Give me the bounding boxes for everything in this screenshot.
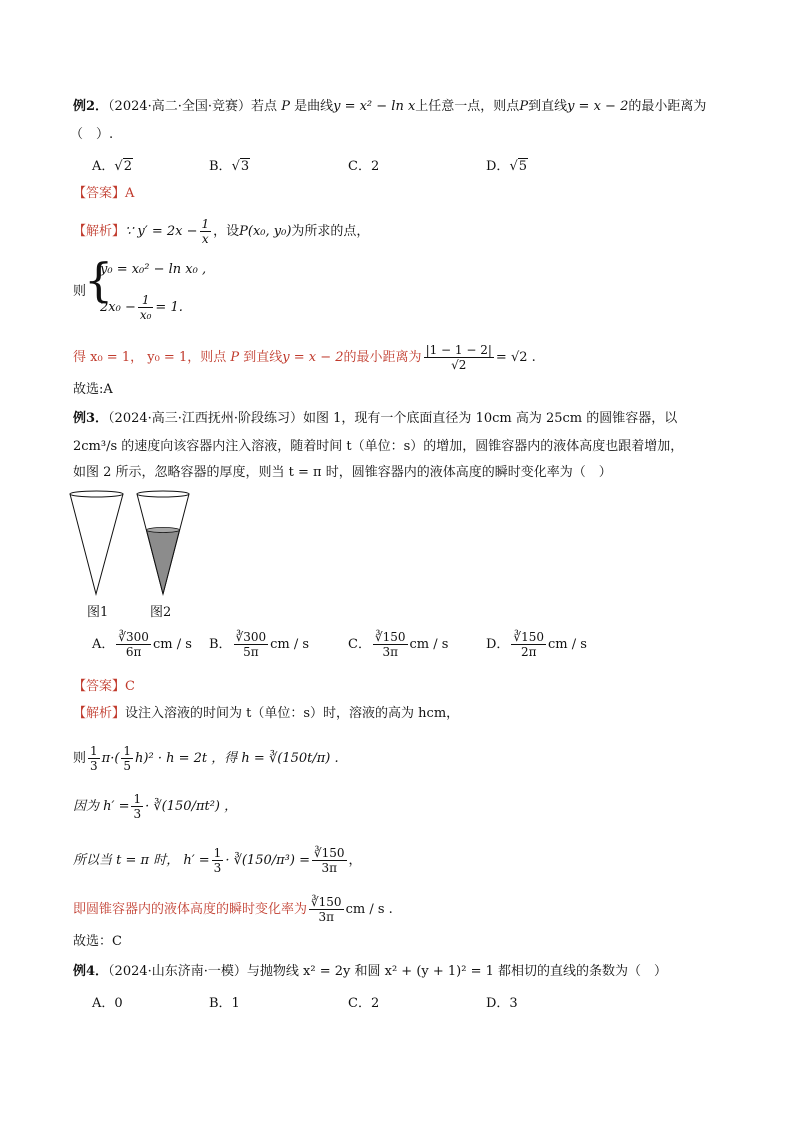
ex3-frac-1-3-den: 3 [90,759,98,773]
ex2-frac-den: x [201,232,209,246]
ex2-point-p: P [281,99,290,114]
cone-figures [65,490,195,600]
ex2-derivative: ∵ y′ = 2x − [125,224,198,239]
ex3-s3-frac [131,792,143,821]
ex2-head: 例2． [73,99,109,114]
ex2-res-den: √2 [451,358,467,372]
ex3-s2d: ∛(150t/π) . [268,751,339,766]
ex3-result-unit: cm / s . [345,902,393,917]
cone-2-liquid-surface [147,528,180,533]
ex3-option-d-num: ∛150 [513,630,544,644]
ex3-option-c-letter: C． [348,637,371,652]
ex3-option-d[interactable] [486,630,587,659]
ex2-res-p: P [230,350,240,365]
ex2-paren: （ ）. [70,127,114,142]
ex3-option-c-unit: cm / s [409,637,449,652]
ex2-point-p-coords: P(x₀, y₀) [239,224,292,239]
ex3-s4-result-num: ∛150 [313,846,345,860]
ex3-s4-result-den: 3π [321,861,338,875]
ex2-solution-label: 【解析】 [73,224,126,239]
ex3-solution-4: 所以当 t = π 时， h′ = $\frac{1}{3}$ · ∛(150/π³) = $\frac{∛150}{3\pi}$ ， [73,846,362,875]
ex3-option-c-frac [373,630,408,659]
ex3-s4: 所以当 t = π 时， h′ = [73,853,210,868]
ex3-option-d-den: 2π [520,645,537,659]
ex2-frac-num: 1 [201,217,210,231]
ex2-result [73,343,536,372]
ex2-sys-frac-den: x₀ [139,308,152,322]
ex3-result-den: 3π [318,910,335,924]
ex2-line: y = x − 2 [567,99,629,114]
ex3-frac-1-3 [88,744,100,773]
ex2-sys2b: = 1. [155,300,183,315]
ex2-q2: 是曲线 [294,99,334,114]
ex3-option-d-letter: D． [486,637,510,652]
ex3-result [73,895,393,924]
ex2-sol1c: 为所求的点， [291,224,370,239]
ex2-system-brace: { [84,253,114,307]
ex2-answer: 【答案】A [73,186,135,201]
ex2-sys2a: 2x₀ − [100,300,136,315]
ex3-s2c: h)² · h = 2t ，得 h = [135,751,265,766]
ex2-option-a[interactable]: A．√2 [92,159,132,174]
ex3-answer: 【答案】C [73,679,135,694]
ex2-q4: 到直线 [528,99,568,114]
ex3-option-b-num: ∛300 [235,630,267,644]
ex4-option-d[interactable]: D．3 [486,996,518,1011]
ex2-q1: 若点 [251,99,278,114]
cone-1 [70,494,123,594]
ex3-s4-frac [212,846,224,875]
ex2-res-c: y = x − 2 [282,350,344,365]
ex4-text: 与抛物线 x² = 2y 和圆 x² + (y + 1)² = 1 都相切的直线的条数为（ ） [246,964,668,979]
ex3-frac-1-5-den: 5 [123,759,132,773]
ex3-option-c[interactable] [348,630,448,659]
ex2-q3: 上任意一点，则点 [415,99,520,114]
ex4-option-a[interactable]: A．0 [92,996,123,1011]
ex2-option-a-letter: A． [92,159,115,174]
ex3-solution-1 [73,704,459,724]
ex3-source: （2024·高三·江西抚州·阶段练习） [108,411,304,426]
ex3-s3-frac-den: 3 [133,807,142,821]
ex2-res-frac [424,343,494,372]
ex2-curve: y = x² − ln x [333,99,416,114]
ex2-source: （2024·高二·全国·竞赛） [108,99,252,114]
ex2-option-b-value: 3 [240,159,250,174]
ex2-option-d-letter: D． [486,159,510,174]
ex3-pick [73,932,122,952]
ex3-result-num: ∛150 [311,895,342,909]
ex2-res-b: 到直线 [243,350,283,365]
ex3-option-b-den: 5π [243,645,259,659]
ex3-result-frac [309,895,344,924]
ex3-s4-frac-den: 3 [213,861,222,875]
ex3-s2b: π·( [101,751,120,766]
cone-2-liquid [147,530,180,594]
ex3-pick-text: 故选：C [73,934,122,949]
ex2-option-b[interactable]: B．√3 [209,159,250,174]
ex3-s5a: 即圆锥容器内的液体高度的瞬时变化率为 [73,902,308,917]
ex3-option-c-den: 3π [382,645,398,659]
ex4-question [73,962,667,982]
ex3-s4b: · ∛(150/π³) = [225,853,310,868]
ex2-option-b-letter: B． [209,159,232,174]
ex3-question-1 [73,409,677,429]
ex3-option-a-frac [116,630,151,659]
ex3-l1: 如图 1，现有一个底面直径为 10cm 高为 25cm 的圆锥容器，以 [303,411,678,426]
ex3-frac-1-5 [121,744,133,773]
cone-2-rim [137,491,189,497]
ex2-sol1b: ，设 [213,224,240,239]
ex2-question [73,97,706,117]
ex3-s3-frac-num: 1 [133,792,142,806]
ex4-source: （2024·山东济南·一模） [108,964,247,979]
ex3-option-a-den: 6π [125,645,142,659]
ex2-res-e: = √2 . [495,350,536,365]
ex3-head: 例3． [73,411,109,426]
ex2-point-p-2: P [519,99,529,114]
ex3-question-3: 如图 2 所示，忽略容器的厚度，则当 t = π 时，圆锥容器内的液体高度的瞬时变化率为（ ） [73,465,612,480]
ex3-s4-result [312,846,347,875]
ex3-option-c-num: ∛150 [374,630,406,644]
ex2-option-d-value: 5 [518,159,528,174]
ex3-frac-1-5-num: 1 [123,744,132,758]
ex2-system-eq1: y₀ = x₀² − ln x₀ , [100,262,207,277]
ex2-sys-frac-num: 1 [138,293,154,308]
ex3-option-d-frac [511,630,546,659]
ex3-question-2: 2cm³/s 的速度向该容器内注入溶液，随着时间 t（单位：s）的增加，圆锥容器内的液体高度也跟着增加， [73,439,684,454]
ex3-option-a-letter: A． [92,637,115,652]
ex3-solution-2 [73,744,339,773]
ex3-option-b[interactable] [209,630,309,659]
ex3-solution-3 [73,792,237,821]
ex2-solution-1 [73,217,369,246]
ex2-option-c[interactable]: C．2 [348,159,380,174]
ex2-option-d[interactable]: D．√5 [486,159,528,174]
ex3-option-a-num: ∛300 [118,630,149,644]
ex4-option-c[interactable]: C．2 [348,996,380,1011]
ex4-head: 例4． [73,964,109,979]
ex3-frac-1-3-num: 1 [90,744,98,758]
ex2-res-a: 得 x₀ = 1， y₀ = 1，则点 [73,350,227,365]
figure-2-label: 图2 [150,605,172,620]
ex3-solution-label: 【解析】 [73,706,126,721]
ex2-option-a-value: 2 [123,159,132,174]
ex3-option-d-unit: cm / s [548,637,587,652]
ex3-option-a[interactable] [92,630,192,659]
ex3-s4-frac-num: 1 [213,846,222,860]
ex3-option-b-letter: B． [209,637,232,652]
ex2-ze: 则 [73,284,87,299]
ex3-s1: 设注入溶液的时间为 t（单位：s）时，溶液的高为 hcm， [125,706,460,721]
ex2-res-num: |1 − 1 − 2| [425,343,492,357]
ex3-s3b: · ∛(150/πt²) ， [145,799,238,814]
ex4-option-b[interactable]: B．1 [209,996,240,1011]
ex3-option-b-unit: cm / s [270,637,310,652]
ex3-s2a: 则 [73,751,87,766]
figure-1-label: 图1 [87,605,109,620]
cone-1-rim [70,491,123,497]
ex2-pick: 故选:A [73,382,113,397]
ex2-res-d: 的最小距离为 [343,350,422,365]
ex2-frac-1-over-x [200,217,212,246]
ex2-q5: 的最小距离为 [628,99,707,114]
ex2-frac-1-over-x0 [138,293,154,322]
ex3-option-b-frac [234,630,269,659]
ex3-option-a-unit: cm / s [152,637,192,652]
ex2-system-eq2 [100,293,183,322]
ex3-s3: 因为 h′ = [73,799,130,814]
